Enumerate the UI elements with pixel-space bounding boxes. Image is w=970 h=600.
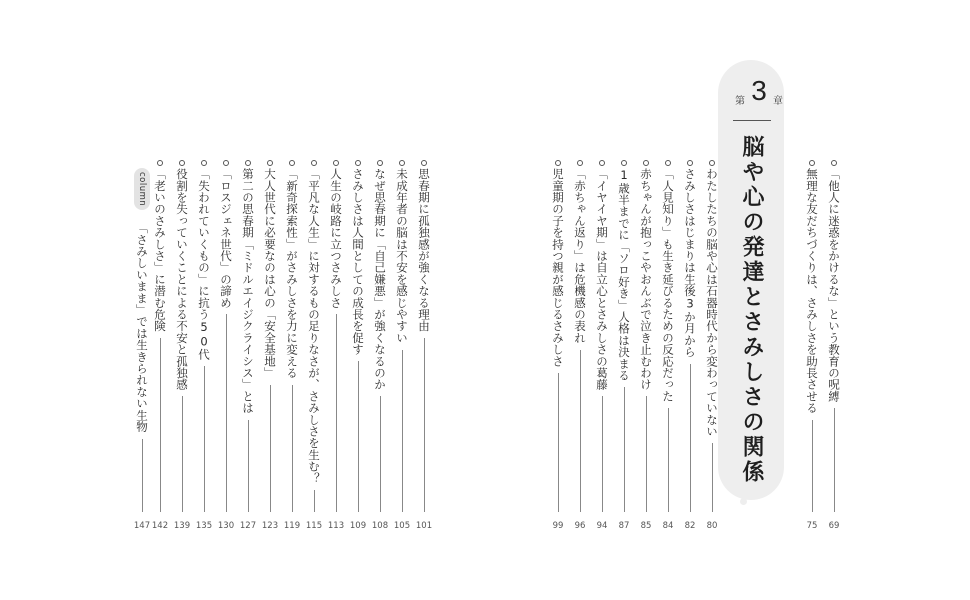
toc-page-number: 80 xyxy=(706,521,718,531)
toc-leader-line xyxy=(402,350,403,512)
chapter-title: 脳や心の発達とさみしさの関係 xyxy=(739,135,764,485)
toc-leader-line xyxy=(292,385,293,512)
toc-page-number: 108 xyxy=(371,521,389,531)
toc-page-number: 84 xyxy=(662,521,674,531)
toc-page-number: 135 xyxy=(195,521,213,531)
toc-entry[interactable] xyxy=(134,0,150,600)
toc-entry[interactable] xyxy=(394,0,410,600)
chapter-number: 3 xyxy=(751,75,767,106)
toc-bullet xyxy=(621,160,627,166)
toc-leader-line xyxy=(602,396,603,512)
toc-leader-line xyxy=(834,408,835,512)
toc-entry-title: なぜ思春期に「自己嫌悪」が強くなるのか xyxy=(373,168,387,391)
toc-page-number: 119 xyxy=(283,521,301,531)
toc-leader-line xyxy=(624,387,625,512)
toc-entry-title: 「他人に迷惑をかけるな」という教育の呪縛 xyxy=(827,168,841,402)
toc-bullet xyxy=(201,160,207,166)
toc-leader-line xyxy=(380,396,381,512)
toc-entry-title: 役割を失っていくことによる不安と孤独感 xyxy=(175,168,189,391)
chapter-heading-bubble-tail-small xyxy=(740,498,747,505)
toc-entry[interactable] xyxy=(594,0,610,600)
toc-bullet xyxy=(687,160,693,166)
toc-entry-title: 「失われていくもの」に抗う50代 xyxy=(197,168,211,361)
toc-page-number: 87 xyxy=(618,521,630,531)
toc-leader-line xyxy=(204,366,205,512)
toc-bullet xyxy=(421,160,427,166)
toc-entry-title: 児童期の子を持つ親が感じるさみしさ xyxy=(551,168,565,367)
toc-entry-title: 「平凡な人生」に対するもの足りなさが、さみしさを生む？ xyxy=(307,168,321,484)
chapter-label-prefix: 第 xyxy=(735,96,745,107)
toc-bullet xyxy=(599,160,605,166)
toc-entry[interactable] xyxy=(350,0,366,600)
toc-bullet xyxy=(665,160,671,166)
toc-entry[interactable] xyxy=(328,0,344,600)
toc-bullet xyxy=(355,160,361,166)
toc-entry[interactable] xyxy=(682,0,698,600)
toc-page-number: 139 xyxy=(173,521,191,531)
toc-entry-title: 赤ちゃんが抱っこやおんぶで泣き止むわけ xyxy=(639,168,653,391)
toc-page-number: 75 xyxy=(806,521,818,531)
toc-entry[interactable] xyxy=(306,0,322,600)
toc-page-number: 123 xyxy=(261,521,279,531)
toc-leader-line xyxy=(270,385,271,512)
toc-page-number: 94 xyxy=(596,521,608,531)
toc-bullet xyxy=(311,160,317,166)
toc-entry-title: 「イヤイヤ期」は自立心とさみしさの葛藤 xyxy=(595,168,609,391)
toc-entry-title: 1歳半までに「ソロ好き」人格は決まる xyxy=(617,168,631,382)
toc-page-number: 85 xyxy=(640,521,652,531)
toc-page-number: 130 xyxy=(217,521,235,531)
toc-entry[interactable] xyxy=(240,0,256,600)
toc-leader-line xyxy=(226,314,227,512)
toc-entry[interactable] xyxy=(174,0,190,600)
toc-entry[interactable] xyxy=(616,0,632,600)
toc-leader-line xyxy=(182,396,183,512)
toc-entry-title: 「赤ちゃん返り」は危機感の表れ xyxy=(573,168,587,344)
toc-leader-line xyxy=(358,361,359,512)
toc-entry[interactable] xyxy=(826,0,842,600)
toc-entry[interactable] xyxy=(262,0,278,600)
toc-entry[interactable] xyxy=(704,0,720,600)
toc-entry-title: 「老いのさみしさ」に潜む危険 xyxy=(153,168,167,332)
toc-leader-line xyxy=(690,364,691,512)
toc-bullet xyxy=(831,160,837,166)
toc-entry-title: 第二の思春期「ミドルエイジクライシス」とは xyxy=(241,168,255,414)
toc-entry[interactable] xyxy=(572,0,588,600)
toc-bullet xyxy=(289,160,295,166)
toc-entry-title: わたしたちの脳や心は石器時代から変わっていない xyxy=(705,168,719,438)
column-badge: column xyxy=(134,168,150,210)
toc-page-number: 147 xyxy=(133,521,151,531)
toc-page-number: 142 xyxy=(151,521,169,531)
toc-entry-title: 大人世代に必要なのは心の「安全基地」 xyxy=(263,168,277,379)
toc-bullet xyxy=(577,160,583,166)
toc-bullet xyxy=(333,160,339,166)
toc-leader-line xyxy=(646,396,647,512)
toc-page-number: 127 xyxy=(239,521,257,531)
toc-leader-line xyxy=(142,439,143,512)
toc-page-number: 115 xyxy=(305,521,323,531)
toc-entry-title: 「新奇探索性」がさみしさを力に変える xyxy=(285,168,299,379)
toc-entry[interactable] xyxy=(660,0,676,600)
toc-page-number: 99 xyxy=(552,521,564,531)
toc-bullet xyxy=(709,160,715,166)
toc-bullet xyxy=(399,160,405,166)
toc-entry[interactable] xyxy=(416,0,432,600)
toc-entry-title: 無理な友だちづくりは、さみしさを助長させる xyxy=(805,168,819,414)
toc-page-number: 109 xyxy=(349,521,367,531)
toc-entry[interactable] xyxy=(550,0,566,600)
toc-bullet xyxy=(223,160,229,166)
toc-entry-title: さみしさは人間としての成長を促す xyxy=(351,168,365,356)
toc-bullet xyxy=(643,160,649,166)
toc-entry-title: 未成年者の脳は不安を感じやすい xyxy=(395,168,409,344)
toc-page-number: 96 xyxy=(574,521,586,531)
toc-leader-line xyxy=(558,373,559,512)
toc-leader-line xyxy=(580,350,581,512)
toc-entry[interactable] xyxy=(218,0,234,600)
toc-leader-line xyxy=(668,408,669,512)
toc-leader-line xyxy=(712,443,713,512)
toc-page-number: 101 xyxy=(415,521,433,531)
toc-page-number: 82 xyxy=(684,521,696,531)
toc-leader-line xyxy=(336,314,337,512)
toc-entry[interactable] xyxy=(152,0,168,600)
chapter-divider xyxy=(733,120,771,121)
toc-entry-title: 「ロスジェネ世代」の諦め xyxy=(219,168,233,309)
toc-page-number: 69 xyxy=(828,521,840,531)
toc-entry-title: さみしさはじまりは生後3か月から xyxy=(683,168,697,358)
chapter-label-suffix: 章 xyxy=(773,96,783,107)
toc-bullet xyxy=(809,160,815,166)
toc-leader-line xyxy=(248,420,249,512)
toc-leader-line xyxy=(160,338,161,512)
toc-leader-line xyxy=(812,420,813,512)
toc-entry[interactable] xyxy=(804,0,820,600)
toc-leader-line xyxy=(314,490,315,512)
toc-bullet xyxy=(179,160,185,166)
toc-entry[interactable] xyxy=(638,0,654,600)
toc-leader-line xyxy=(424,338,425,512)
toc-bullet xyxy=(377,160,383,166)
toc-page-number: 105 xyxy=(393,521,411,531)
toc-page-number: 113 xyxy=(327,521,345,531)
toc-entry-title: 人生の岐路に立つさみしさ xyxy=(329,168,343,309)
toc-bullet xyxy=(157,160,163,166)
toc-entry[interactable] xyxy=(196,0,212,600)
toc-entry[interactable] xyxy=(372,0,388,600)
toc-bullet xyxy=(555,160,561,166)
toc-entry-title: 思春期に孤独感が強くなる理由 xyxy=(417,168,431,332)
toc-bullet xyxy=(267,160,273,166)
toc-bullet xyxy=(245,160,251,166)
toc-entry[interactable] xyxy=(284,0,300,600)
toc-entry-title: 「人見知り」も生き延びるための反応だった xyxy=(661,168,675,402)
toc-entry-title: 「さみしいまま」では生きられない生物 xyxy=(135,222,149,433)
